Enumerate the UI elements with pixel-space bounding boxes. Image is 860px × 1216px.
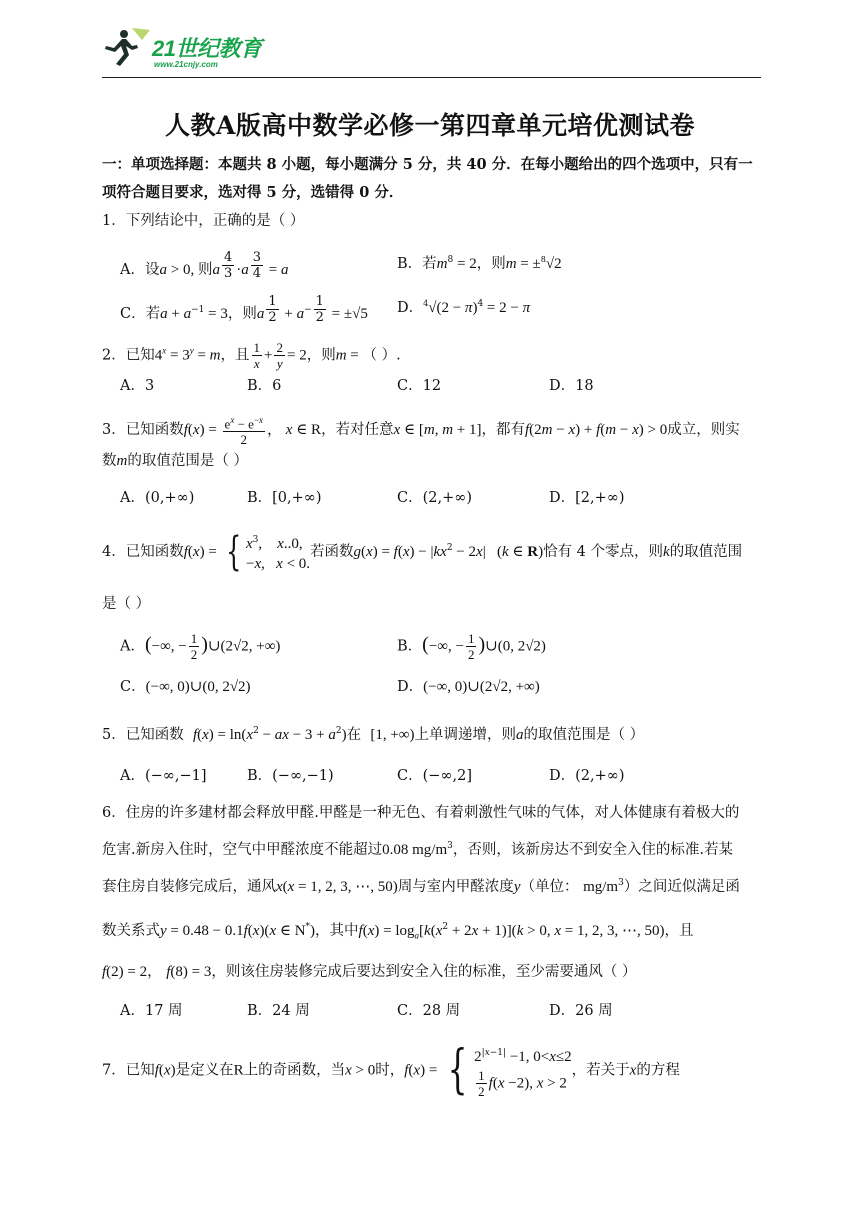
q4-option-b: B．(−∞, − $\frac{1}{2}$ )∪(0, 2√2)	[397, 631, 546, 662]
question-4-stem-line2: 是（ ）	[102, 596, 151, 612]
q1-option-b: B．若$m^8 = 2$，则m = ±$^8$√2	[397, 255, 562, 272]
q4-option-c: C．(−∞, 0)∪(0, 2√2)	[120, 679, 251, 695]
q3-option-d: D．[2,+∞)	[549, 490, 625, 506]
question-6-line5: f(2) = 2， f(8) = 3，则该住房装修完成后要达到安全入住的标准，至少需要通风（ ）	[102, 964, 637, 980]
question-6-line1: 6．住房的许多建材都会释放甲醛.甲醛是一种无色、有着刺激性气味的气体，对人体健康有着极大的	[102, 805, 740, 821]
q5-option-a: A．(−∞,−1]	[120, 768, 207, 784]
page-title: 人教A版高中数学必修一第四章单元培优测试卷	[165, 111, 695, 140]
header-rule	[102, 77, 761, 78]
q5-option-b: B．(−∞,−1)	[247, 768, 334, 784]
q1-option-a: A．设a > 0, 则a $^{\frac{4}{3}}$ ·a $^{\frac{3}{4}}$ = a	[120, 250, 289, 281]
section-instructions-line1: 一：单项选择题：本题共 8 小题，每小题满分 5 分，共 40 分．在每小题给出的四个选项中，只有一	[102, 156, 753, 173]
question-7-stem: 7．已知f(x)是定义在R上的奇函数，当x > 0时，f(x) = { $2^{|x-1|} -1$, 0<x≤2 $\frac{1}{2}$ f(x −2), x > 2 ，若关于x的方程	[102, 1040, 680, 1101]
q1-option-c: C．若$a + a^{-1} = 3$，则a $^{\frac{1}{2}}$ + $a^{- \frac{1}{2}}$ = ±√5	[120, 294, 368, 325]
question-4-stem-line1: 4．已知函数f(x) = { $x^3$, x..0, −x, x < 0. 若函数$g(x) = f(x) - |kx^2 - 2x|$ (k ∈ R)恰有 4 个零点，则k的取值范围	[102, 528, 743, 575]
q6-option-d: D．26 周	[549, 1003, 613, 1019]
q3-option-a: A．(0,+∞)	[120, 490, 195, 506]
question-6-line2: 危害.新房入住时，空气中甲醛浓度不能超过0.08 $mg/m^3$，否则，该新房达不到安全入住的标准.若某	[102, 841, 733, 858]
question-3-stem-line1: 3．已知函数f(x) = $\frac{e^x - e^{-x}}{2}$ ， x ∈ R，若对任意x ∈ [m, m + 1]，都有f(2m − x) + f(m − x) > 0成立，则实	[102, 415, 740, 448]
q4-option-d: D．(−∞, 0)∪(2√2, +∞)	[397, 679, 540, 695]
logo-brand: 21世纪教育	[152, 36, 262, 61]
q2-option-d: D．18	[549, 378, 594, 394]
question-6-line3: 套住房自装修完成后，通风x(x = 1, 2, 3, ⋯, 50)周与室内甲醛浓度y（单位： $mg/m^3$）之间近似满足函	[102, 878, 740, 895]
question-1-stem: 1．下列结论中，正确的是（ ）	[102, 213, 305, 229]
q6-option-a: A．17 周	[120, 1003, 183, 1019]
runner-logo-icon	[102, 24, 154, 72]
q6-option-c: C．28 周	[397, 1003, 461, 1019]
question-6-line4: 数关系式y = 0.48 − 0.1f(x)(x ∈ N*)，其中$f(x) = \log_a[k(x^2 + 2x + 1)](k > 0$, x = 1, 2, 3, ⋯, 50)，且	[102, 922, 694, 941]
q2-option-b: B．6	[247, 378, 282, 394]
q3-option-c: C．(2,+∞)	[397, 490, 472, 506]
q5-option-d: D．(2,+∞)	[549, 768, 625, 784]
question-2-stem: 2．已知$4^x = 3^y = m$，且 $\frac{1}{x}$ + $\frac{2}{y}$ = 2，则m = （ ）.	[102, 340, 401, 371]
q1-option-d: D．$^4√(2 - \pi)^4 = 2 - \pi$	[397, 299, 531, 316]
logo	[102, 24, 282, 74]
question-5-stem: 5．已知函数 $f(x) = \ln(x^2$ − ax − $3 + a^2$)在 [1, +∞)上单调递增，则a的取值范围是（ ）	[102, 726, 645, 743]
logo-url: www.21cnjy.com	[154, 60, 218, 69]
q5-option-c: C．(−∞,2]	[397, 768, 472, 784]
question-3-stem-line2: 数m的取值范围是（ ）	[102, 453, 248, 469]
q2-option-a: A．3	[120, 378, 155, 394]
section-instructions-line2: 项符合题目要求，选对得 5 分，选错得 0 分．	[102, 184, 404, 201]
q6-option-b: B．24 周	[247, 1003, 310, 1019]
q4-option-a: A．(−∞, − $\frac{1}{2}$ )∪(2√2, +∞)	[120, 631, 281, 662]
q3-option-b: B．[0,+∞)	[247, 490, 322, 506]
q2-option-c: C．12	[397, 378, 442, 394]
